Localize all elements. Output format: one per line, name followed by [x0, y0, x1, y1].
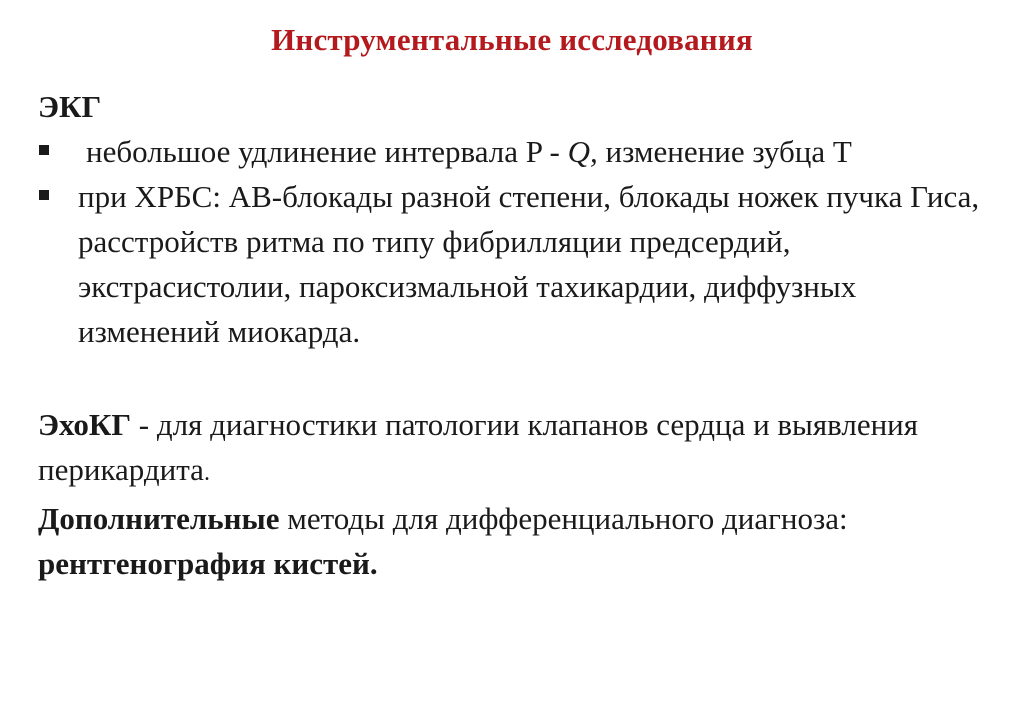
bullet-item-1 [38, 129, 998, 174]
echo-paragraph [38, 402, 998, 496]
bullet-1-text-after: изменение зубца Т [597, 134, 852, 169]
ekg-bullet-list [38, 129, 998, 354]
echo-text: - для диагностики патологии клапанов сердца и выявления перикардита [38, 407, 919, 487]
spacer [38, 354, 998, 402]
ekg-heading: ЭКГ [38, 89, 102, 124]
bullet-1-italic: Q, [567, 134, 598, 169]
slide-title: Инструментальные исследования [271, 22, 753, 57]
bullet-1-text-before: небольшое удлинение интервала P - [86, 134, 568, 169]
additional-paragraph [38, 496, 998, 586]
additional-text: методы для дифференциального диагноза: [279, 501, 848, 536]
square-bullet-icon [39, 190, 49, 200]
echo-bold: ЭхоКГ [38, 407, 132, 442]
bullet-text-1 [78, 134, 852, 169]
additional-bold: Дополнительные [38, 501, 280, 536]
additional-bold-end: рентгенография кистей. [38, 546, 378, 581]
square-bullet-icon [39, 145, 49, 155]
bullet-text-2: при ХРБС: АВ-блокады разной степени, блокады ножек пучка Гиса, расстройств ритма по типу фибрилляции предсердий, экстрасистолии, пароксизмальной тахикардии, диффузных изменений миокарда. [78, 179, 980, 349]
bullet-item-2 [38, 174, 998, 354]
echo-period: . [203, 460, 210, 486]
slide-content [38, 84, 998, 586]
